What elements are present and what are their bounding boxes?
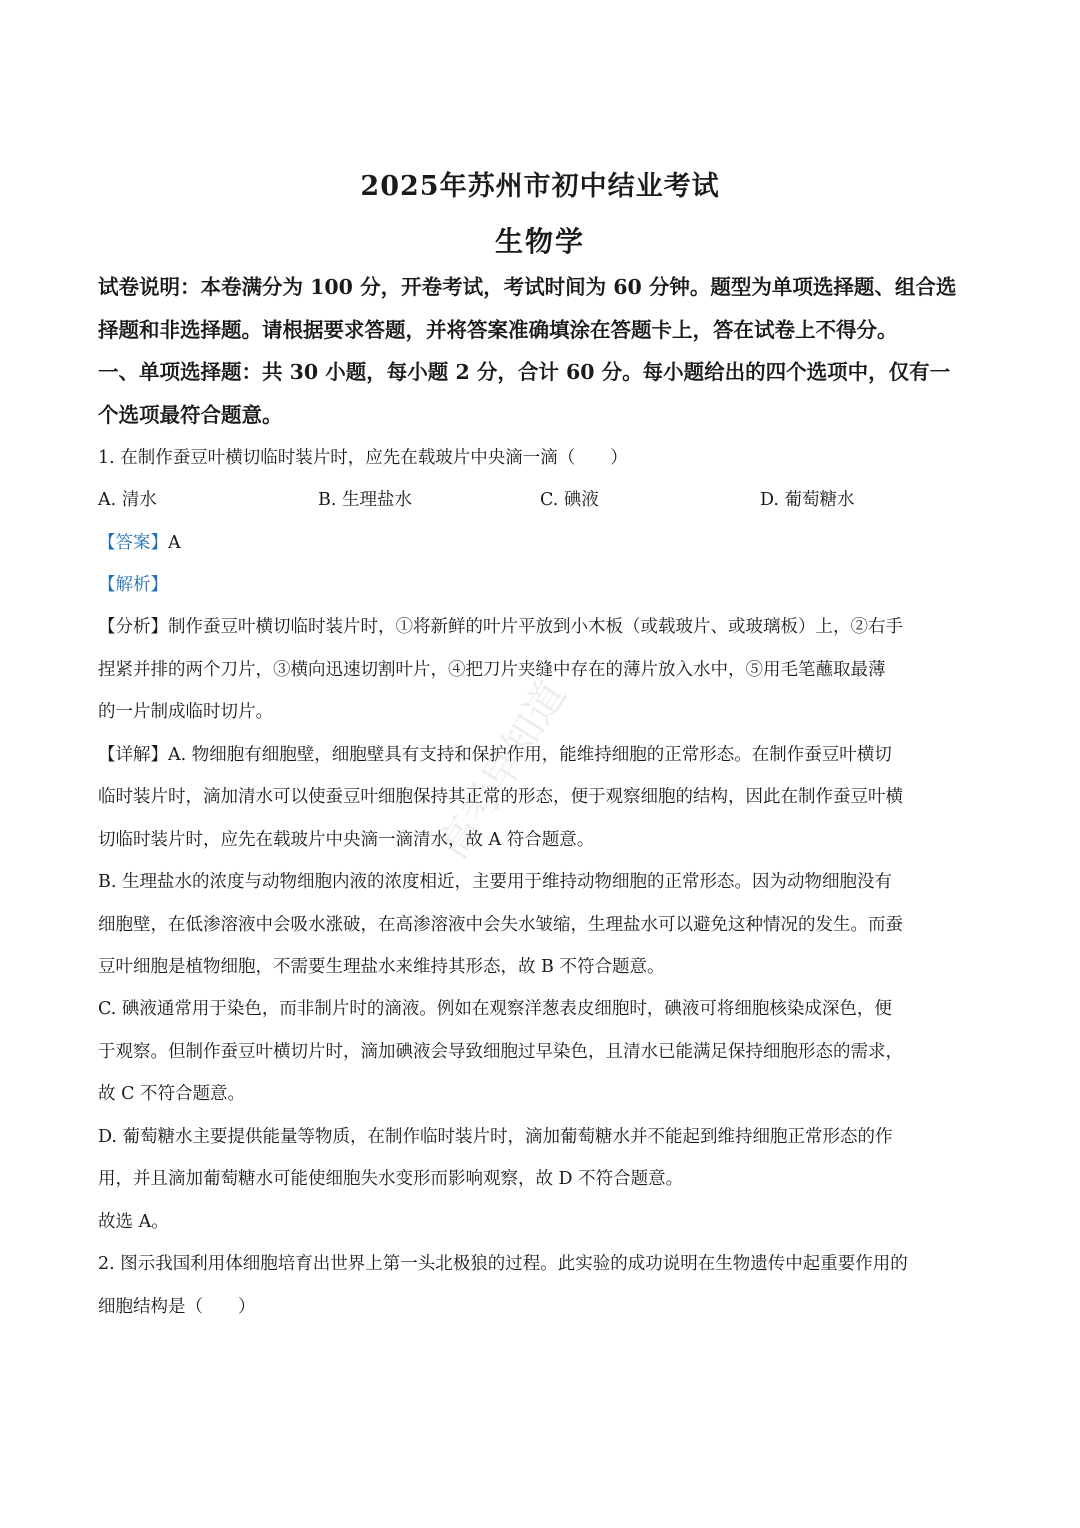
detail-b-line-1: B. 生理盐水的浓度与动物细胞内液的浓度相近，主要用于维持动物细胞的正常形态。因为动物细胞没有 [98, 872, 892, 892]
watermark-text: 高考早知道 [430, 673, 576, 868]
analysis-label: 【解析】 [98, 575, 168, 595]
q1-answer [98, 531, 988, 555]
answer-value: A [168, 533, 181, 553]
fenxi-line-2: 捏紧并排的两个刀片，③横向迅速切割叶片，④把刀片夹缝中存在的薄片放入水中，⑤用毛笔蘸取最薄 [98, 660, 886, 680]
detail-b-line-3: 豆叶细胞是植物细胞，不需要生理盐水来维持其形态，故 B 不符合题意。 [98, 957, 665, 977]
q1-option-b: B. 生理盐水 [318, 490, 412, 510]
detail-d-line-2: 用，并且滴加葡萄糖水可能使细胞失水变形而影响观察，故 D 不符合题意。 [98, 1169, 684, 1189]
q1-option-c: C. 碘液 [540, 490, 599, 510]
detail-c-line-2: 于观察。但制作蚕豆叶横切片时，滴加碘液会导致细胞过早染色，且清水已能满足保持细胞形态的需求， [98, 1042, 903, 1062]
detail-a-text-1: A. 物细胞有细胞壁，细胞壁具有支持和保护作用，能维持细胞的正常形态。在制作蚕豆叶横切 [168, 745, 892, 765]
detail-c-line-3: 故 C 不符合题意。 [98, 1084, 246, 1104]
fenxi-label: 【分析】 [98, 617, 168, 637]
section-heading-line-2: 个选项最符合题意。 [98, 403, 283, 427]
detail-d-line-1: D. 葡萄糖水主要提供能量等物质，在制作临时装片时，滴加葡萄糖水并不能起到维持细胞正常形态的作 [98, 1127, 893, 1147]
q1-conclusion: 故选 A。 [98, 1212, 169, 1232]
fenxi-text-1: 制作蚕豆叶横切临时装片时，①将新鲜的叶片平放到小木板（或载玻片、或玻璃板）上，②右手 [168, 617, 903, 637]
detail-a-line-2: 临时装片时，滴加清水可以使蚕豆叶细胞保持其正常的形态，便于观察细胞的结构，因此在制作蚕豆叶横 [98, 787, 903, 807]
q1-option-d: D. 葡萄糖水 [760, 490, 855, 510]
exam-title: 2025年苏州市初中结业考试 [360, 171, 720, 202]
detail-a-line-1 [98, 743, 988, 767]
detail-label: 【详解】 [98, 745, 168, 765]
detail-a-line-3: 切临时装片时，应先在载玻片中央滴一滴清水，故 A 符合题意。 [98, 830, 595, 850]
instructions-line-2: 择题和非选择题。请根据要求答题，并将答案准确填涂在答题卡上，答在试卷上不得分。 [98, 318, 898, 342]
fenxi-line-3: 的一片制成临时切片。 [98, 702, 273, 722]
fenxi-line-1 [98, 615, 988, 639]
detail-c-line-1: C. 碘液通常用于染色，而非制片时的滴液。例如在观察洋葱表皮细胞时，碘液可将细胞核染成深色，便 [98, 999, 892, 1019]
section-heading-line-1: 一、单项选择题：共 30 小题，每小题 2 分，合计 60 分。每小题给出的四个选项中，仅有一 [98, 360, 951, 384]
instructions-line-1: 试卷说明：本卷满分为 100 分，开卷考试，考试时间为 60 分钟。题型为单项选择题、组合选 [98, 275, 957, 299]
q1-option-a: A. 清水 [98, 490, 157, 510]
q1-stem: 1. 在制作蚕豆叶横切临时装片时，应先在载玻片中央滴一滴（ ） [98, 448, 628, 468]
answer-label: 【答案】 [98, 533, 168, 553]
detail-b-line-2: 细胞壁，在低渗溶液中会吸水涨破，在高渗溶液中会失水皱缩，生理盐水可以避免这种情况的发生。而蚕 [98, 915, 903, 935]
q2-stem-line-2: 细胞结构是（ ） [98, 1297, 256, 1317]
q2-stem-line-1: 2. 图示我国利用体细胞培育出世界上第一头北极狼的过程。此实验的成功说明在生物遗传中起重要作用的 [98, 1254, 908, 1274]
exam-subject: 生物学 [494, 225, 585, 258]
